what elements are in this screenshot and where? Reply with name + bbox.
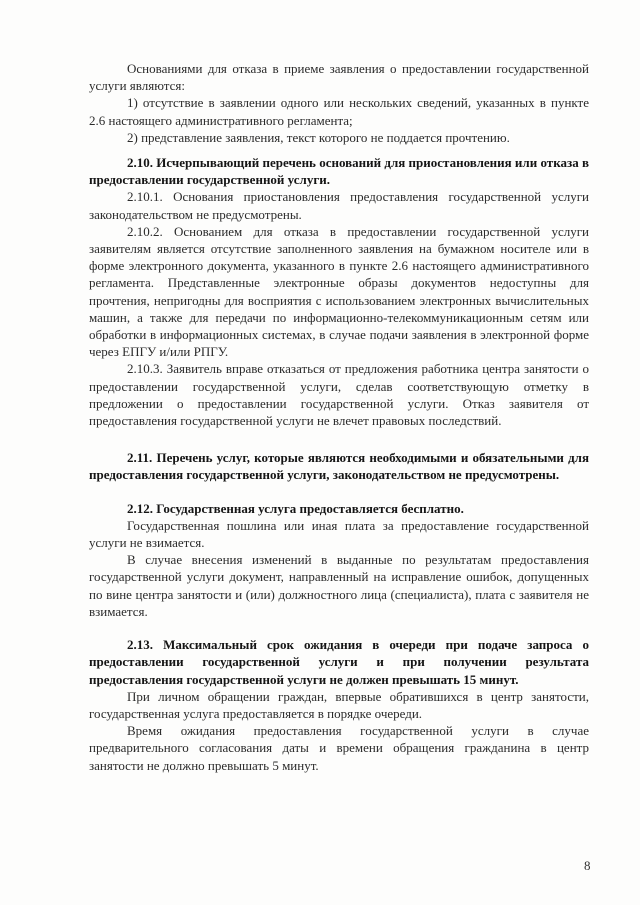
paragraph-2-12-b: В случае внесения изменений в выданные по результатам предоставления государственной услуги документ, направленный на исправление ошибок, допущенных по вине центра занятости и (или) должностного лица (специалиста), плата с заявителя не взимается. (89, 552, 589, 619)
section-heading-2-13: 2.13. Максимальный срок ожидания в очереди при подаче запроса о предоставлении государственной услуги и при получении результата предоставления государственной услуги не должен превышать 15 минут. (89, 637, 589, 687)
paragraph-2-10-2: 2.10.2. Основанием для отказа в предоставлении государственной услуги заявителям является отсутствие заполненного заявления на бумажном носителе или в форме электронного документа, указанного в пункте 2.6 настоящего административного регламента. Представленные электронные образы документов недоступны для прочтения, непригодны для восприятия с использованием электронных вычислительных машин, а также для передачи по информационно-телекоммуникационным сетям или обработки в информационных системах, в случае подачи заявления в электронной форме через ЕПГУ и/или РПГУ. (89, 223, 589, 360)
spacer (89, 484, 589, 500)
paragraph-2-10-3: 2.10.3. Заявитель вправе отказаться от предложения работника центра занятости о предоставлении государственной услуги, сделав соответствующую отметку в предложении о предоставлении государственной услуги. Отказ заявителя от предоставления государственной услуги не влечет правовых последствий. (89, 361, 589, 429)
section-heading-2-12: 2.12. Государственная услуга предоставляется бесплатно. (127, 500, 464, 516)
paragraph-2-12-a: Государственная пошлина или иная плата за предоставление государственной услуги не взимается. (89, 517, 589, 551)
spacer (89, 429, 589, 449)
paragraph-2-13-a: При личном обращении граждан, впервые обратившихся в центр занятости, государственная услуга предоставляется в порядке очереди. (89, 688, 589, 721)
paragraph-2-13-b: Время ожидания предоставления государственной услуги в случае предварительного согласования даты и времени обращения гражданина в центр занятости не должно превышать 5 минут. (89, 723, 589, 773)
paragraph-item-1: 1) отсутствие в заявлении одного или нескольких сведений, указанных в пункте 2.6 настоящего административного регламента; (89, 95, 589, 128)
document-body (89, 60, 589, 774)
paragraph-item-2: 2) представление заявления, текст которого не поддается прочтению. (127, 129, 510, 145)
paragraph-refusal-grounds: Основаниями для отказа в приеме заявления о предоставлении государственной услуги являются: (89, 61, 589, 94)
paragraph-2-10-1: 2.10.1. Основания приостановления предоставления государственной услуги законодательством не предусмотрены. (89, 189, 589, 222)
spacer (89, 620, 589, 636)
section-heading-2-11: 2.11. Перечень услуг, которые являются необходимыми и обязательными для предоставления государственной услуги, законодательством не предусмотрены. (89, 450, 589, 483)
page-number: 8 (584, 858, 591, 873)
section-heading-2-10: 2.10. Исчерпывающий перечень оснований для приостановления или отказа в предоставлении государственной услуги. (89, 155, 589, 188)
spacer (89, 146, 589, 154)
